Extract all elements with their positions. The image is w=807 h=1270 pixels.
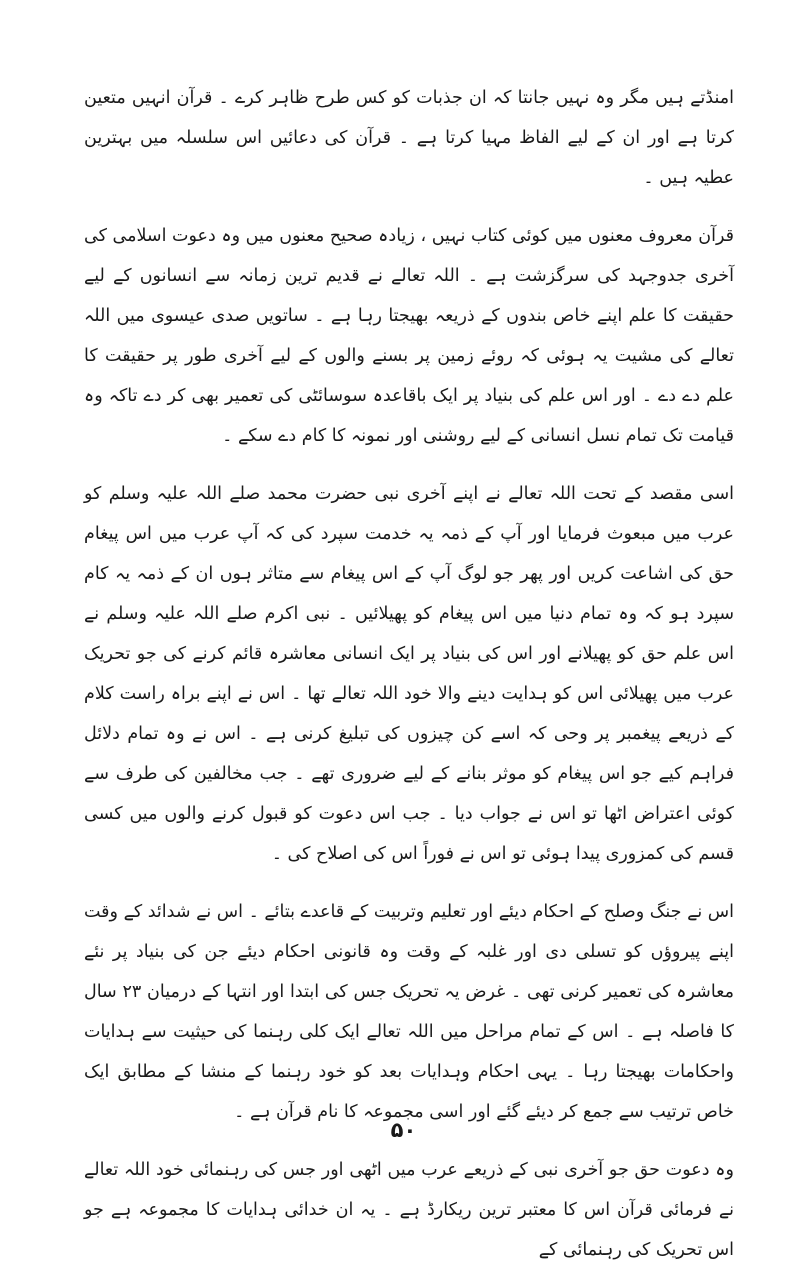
paragraph-5: وہ دعوت حق جو آخری نبی کے ذریعے عرب میں اٹھی اور جس کی رہنمائی خود اللہ تعالے نے فرمائی قرآن اس کا معتبر ترین ریکارڈ ہے ۔ یہ ان خدائی ہدایات کا مجموعہ ہے جو اس تحریک کی رہنمائی کے xyxy=(84,1160,734,1260)
page-number: ۵۰ xyxy=(390,1118,417,1142)
paragraph-2: قرآن معروف معنوں میں کوئی کتاب نہیں ، زیادہ صحیح معنوں میں وہ دعوت اسلامی کی آخری جدوجہد کی سرگزشت ہے ۔ اللہ تعالے نے قدیم ترین زمانہ سے انسانوں کے لیے حقیقت کا علم اپنے خاص بندوں کے ذریعہ بھیجتا رہا ہے ۔ ساتویں صدی عیسوی میں اللہ تعالے کی مشیت یہ ہوئی کہ روئے زمین پر بسنے والوں کے لیے آخری طور پر حقیقت کا علم دے دے ۔ اور اس علم کی بنیاد پر ایک باقاعدہ سوسائٹی کی تعمیر بھی کر دے تاکہ وہ قیامت تک تمام نسل انسانی کے لیے روشنی اور نمونہ کا کام دے سکے ۔ xyxy=(84,226,734,446)
paragraph-3: اسی مقصد کے تحت اللہ تعالے نے اپنے آخری نبی حضرت محمد صلے اللہ علیہ وسلم کو عرب میں مبعوث فرمایا اور آپ کے ذمہ یہ خدمت سپرد کی کہ آپ عرب میں اس پیغام حق کی اشاعت کریں اور پھر جو لوگ آپ کے اس پیغام سے متاثر ہوں ان کے ذمہ یہ کام سپرد ہو کہ وہ تمام دنیا میں اس پیغام کو پھیلائیں ۔ نبی اکرم صلے اللہ علیہ وسلم نے اس علم حق کو پھیلانے اور اس کی بنیاد پر ایک انسانی معاشرہ قائم کرنے کی جو تحریک عرب میں پھیلائی اس کو ہدایت دینے والا خود اللہ تعالے تھا ۔ اس نے اپنے براہ راست کلام کے ذریعے پیغمبر پر وحی کہ اسے کن چیزوں کی تبلیغ کرنی ہے ۔ اس نے وہ تمام دلائل فراہم کیے جو اس پیغام کو موثر بنانے کے لیے ضروری تھے ۔ جب مخالفین کی طرف سے کوئی اعتراض اٹھا تو اس نے جواب دیا ۔ جب اس دعوت کو قبول کرنے والوں میں کسی قسم کی کمزوری پیدا ہوئی تو اس نے فوراً اس کی اصلاح کی ۔ xyxy=(84,484,734,864)
body-text xyxy=(84,78,734,1270)
document-page xyxy=(84,78,734,1260)
paragraph-4: اس نے جنگ وصلح کے احکام دیئے اور تعلیم وتربیت کے قاعدے بتائے ۔ اس نے شدائد کے وقت اپنے پیروؤں کو تسلی دی اور غلبہ کے وقت وہ قانونی احکام دیئے جن کی بنیاد پر نئے معاشرہ کی تعمیر کرنی تھی ۔ غرض یہ تحریک جس کی ابتدا اور انتہا کے درمیان ۲۳ سال کا فاصلہ ہے ۔ اس کے تمام مراحل میں اللہ تعالے ایک کلی رہنما کی حیثیت سے ہدایات واحکامات بھیجتا رہا ۔ یہی احکام وہدایات بعد کو خود رہنما کے منشا کے مطابق ایک خاص ترتیب سے جمع کر دیئے گئے اور اسی مجموعہ کا نام قرآن ہے ۔ xyxy=(84,902,734,1122)
paragraph-1: امنڈتے ہیں مگر وہ نہیں جانتا کہ ان جذبات کو کس طرح ظاہر کرے ۔ قرآن انہیں متعین کرتا ہے اور ان کے لیے الفاظ مہیا کرتا ہے ۔ قرآن کی دعائیں اس سلسلہ میں بہترین عطیہ ہیں ۔ xyxy=(84,88,734,188)
